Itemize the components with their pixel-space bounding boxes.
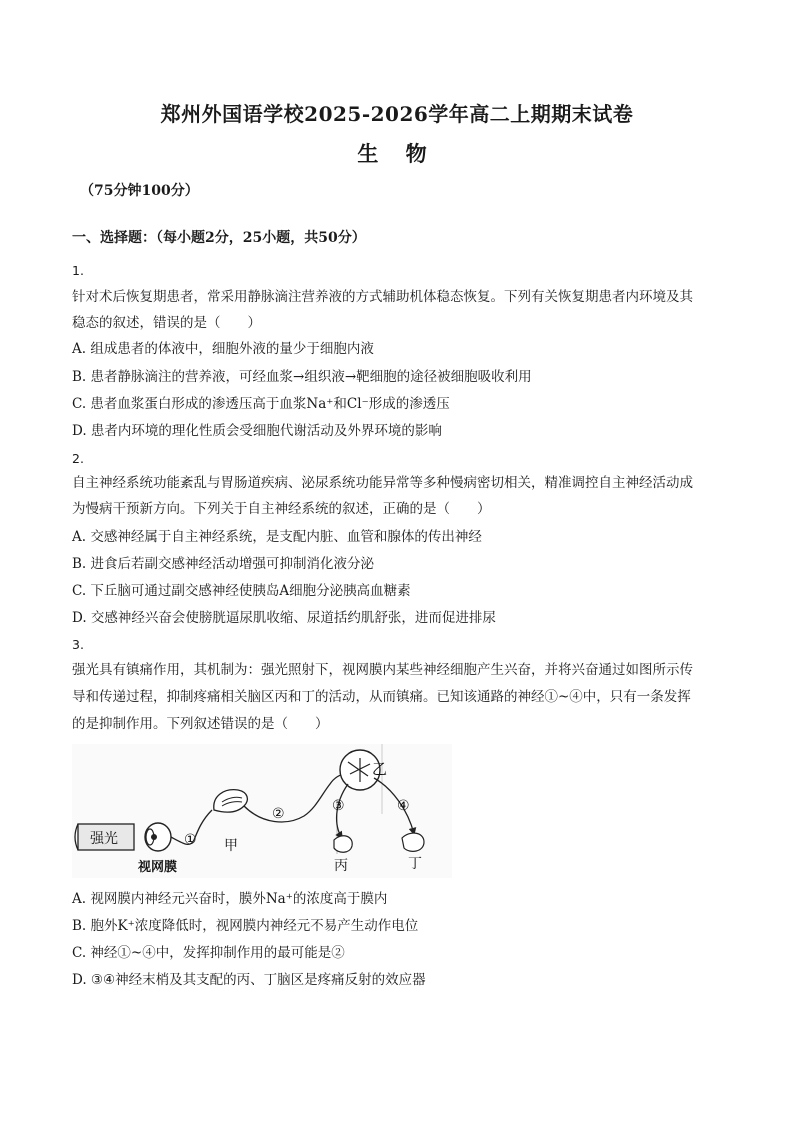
option-b: B. 胞外K⁺浓度降低时，视网膜内神经元不易产生动作电位 <box>72 918 419 934</box>
exam-title: 郑州外国语学校2025-2026学年高二上期期末试卷 <box>160 102 634 126</box>
question-stem-line: 针对术后恢复期患者，常采用静脉滴注营养液的方式辅助机体稳态恢复。下列有关恢复期患者内环境及其 <box>72 289 693 305</box>
ding-target <box>402 833 424 851</box>
section-heading: 一、选择题：（每小题2分，25小题，共50分） <box>72 230 366 246</box>
nerve-3-label: ③ <box>332 798 345 814</box>
nerve-4-label: ④ <box>397 798 410 814</box>
light-source-icon <box>75 824 134 850</box>
question-number: 1. <box>72 263 84 278</box>
nerve-1-label: ① <box>184 832 197 848</box>
neural-pathway-figure <box>72 744 452 878</box>
option-b: B. 进食后若副交感神经活动增强可抑制消化液分泌 <box>72 556 375 572</box>
yi-label: 乙 <box>372 760 388 778</box>
retina-label: 视网膜 <box>138 860 178 875</box>
question-stem-line: 强光具有镇痛作用，其机制为：强光照射下，视网膜内某些神经细胞产生兴奋，并将兴奋通过如图所示传 <box>72 662 693 678</box>
option-a: A. 交感神经属于自主神经系统，是支配内脏、血管和腺体的传出神经 <box>72 529 482 545</box>
option-a: A. 组成患者的体液中，细胞外液的量少于细胞内液 <box>72 341 374 357</box>
question-stem-line: 稳态的叙述，错误的是（ ） <box>72 315 261 331</box>
question-stem-line: 的是抑制作用。下列叙述错误的是（ ） <box>72 716 329 732</box>
light-label: 强光 <box>90 831 118 847</box>
bing-target <box>334 836 352 853</box>
ding-label: 丁 <box>408 856 422 872</box>
time-score-note: （75分钟100分） <box>80 183 199 199</box>
option-a: A. 视网膜内神经元兴奋时，膜外Na⁺的浓度高于膜内 <box>72 891 388 907</box>
question-number: 3. <box>72 637 84 652</box>
option-c: C. 下丘脑可通过副交感神经使胰岛A细胞分泌胰高血糖素 <box>72 583 411 599</box>
question-stem-line: 导和传递过程，抑制疼痛相关脑区丙和丁的活动，从而镇痛。已知该通路的神经①~④中，只有一条发挥 <box>72 689 691 705</box>
jia-label: 甲 <box>224 838 238 854</box>
question-stem-line: 自主神经系统功能紊乱与胃肠道疾病、泌尿系统功能异常等多种慢病密切相关，精准调控自主神经活动成 <box>72 475 693 491</box>
pathway-diagram <box>72 744 452 878</box>
option-c: C. 神经①~④中，发挥抑制作用的最可能是② <box>72 945 345 961</box>
option-d: D. 患者内环境的理化性质会受细胞代谢活动及外界环境的影响 <box>72 423 442 439</box>
option-b: B. 患者静脉滴注的营养液，可经血浆→组织液→靶细胞的途径被细胞吸收利用 <box>72 369 532 385</box>
nerve-2-label: ② <box>272 806 285 822</box>
eye-icon <box>145 823 171 851</box>
question-stem-line: 为慢病干预新方向。下列关于自主神经系统的叙述，正确的是（ ） <box>72 501 491 517</box>
option-c: C. 患者血浆蛋白形成的渗透压高于血浆Na⁺和Cl⁻形成的渗透压 <box>72 396 450 412</box>
subject-title: 生 物 <box>357 141 437 166</box>
option-d: D. 交感神经兴奋会使膀胱逼尿肌收缩、尿道括约肌舒张，进而促进排尿 <box>72 610 496 626</box>
option-d: D. ③④神经末梢及其支配的丙、丁脑区是疼痛反射的效应器 <box>72 972 426 988</box>
bing-label: 丙 <box>334 858 348 874</box>
question-number: 2. <box>72 451 84 466</box>
